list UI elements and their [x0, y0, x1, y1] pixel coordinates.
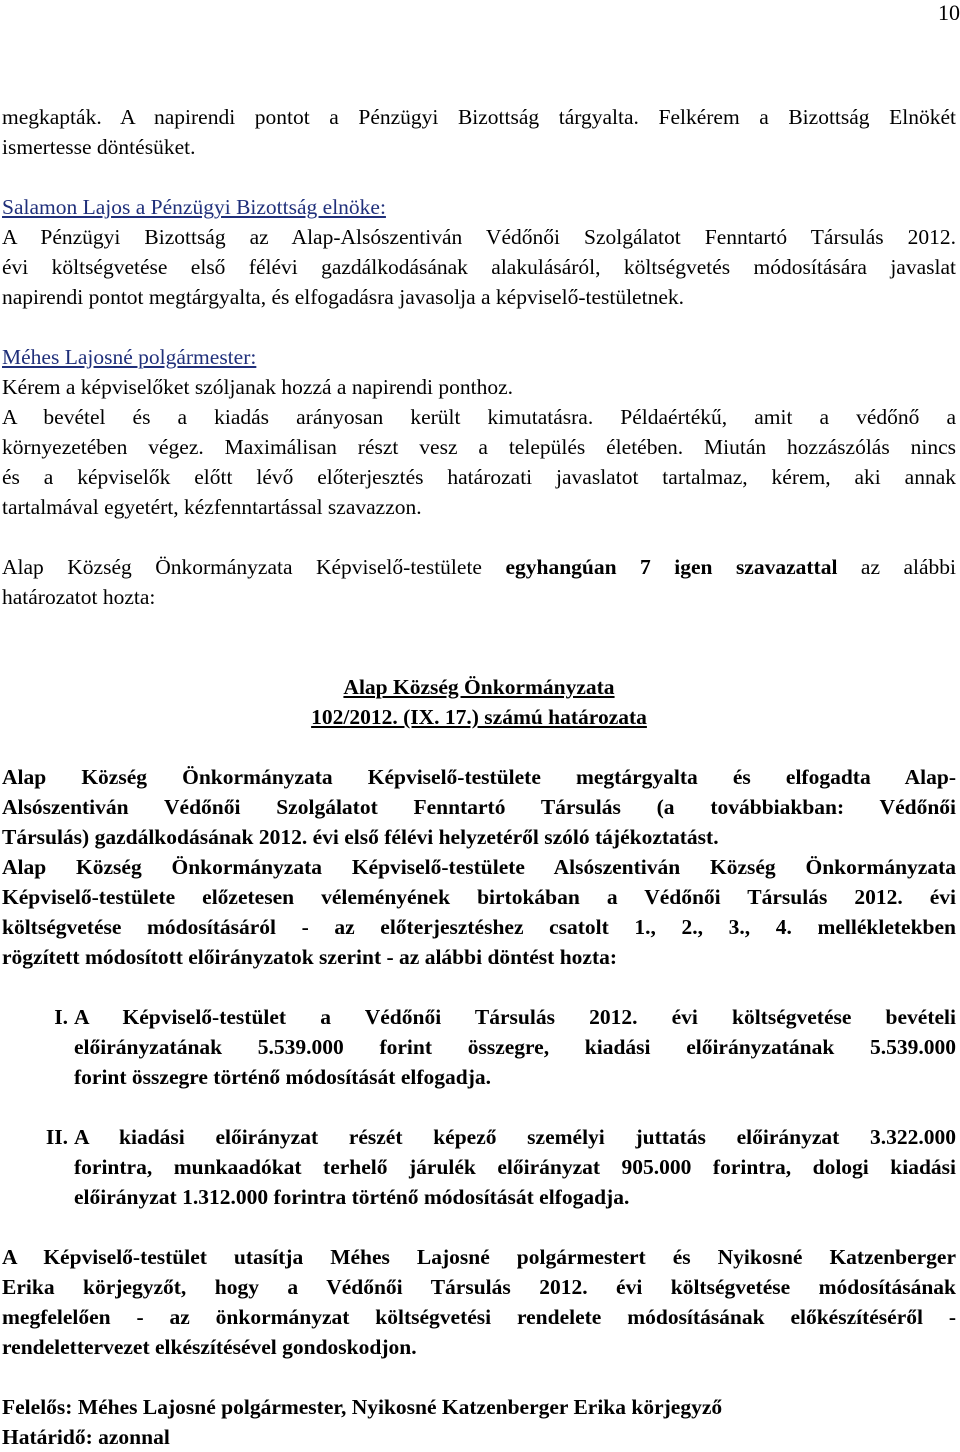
spacer [2, 312, 956, 342]
text-line: Alsószentiván Védőnői Szolgálatot Fenntartó Társulás (a továbbiakban: Védőnői [2, 795, 956, 819]
text-line: tartalmával egyetért, kézfenntartással szavazzon. [2, 495, 422, 519]
text-line: Alap Község Önkormányzata Képviselő-testülete Alsószentiván Község Önkormányzata [2, 855, 956, 879]
spacer [2, 1092, 956, 1122]
page-number: 10 [938, 0, 960, 25]
text-line: A Képviselő-testület a Védőnői Társulás 2012. évi költségvetése bevételi [74, 1005, 956, 1029]
text-line: megfelelően - az önkormányzat költségvetési rendelete módosításának előkészítéséről - [2, 1305, 956, 1329]
spacer [2, 732, 956, 762]
vote-result: egyhangúan 7 igen szavazattal [505, 555, 838, 579]
list-item [2, 1122, 956, 1212]
list-item-text [74, 1002, 956, 1092]
vote-paragraph [2, 552, 956, 612]
spacer [2, 642, 956, 672]
spacer [2, 1362, 956, 1392]
text-line: és a képviselők előtt lévő előterjesztés határozati javaslatot tartalmaz, kérem, aki annak [2, 465, 956, 489]
mehes-section [2, 342, 956, 522]
text-line: A kiadási előirányzat részét képező személyi juttatás előirányzat 3.322.000 [74, 1125, 956, 1149]
salamon-section [2, 192, 956, 312]
text-line: költségvetése módosításáról - az előterjesztéshez csatolt 1., 2., 3., 4. mellékletekben [2, 915, 956, 939]
text-line: ismertesse döntésüket. [2, 135, 196, 159]
text-line: A bevétel és a kiadás arányosan került kimutatásra. Példaértékű, amit a védőnő a [2, 405, 956, 429]
text-line: forint összegre történő módosítását elfogadja. [74, 1065, 491, 1089]
text-line: forintra, munkaadókat terhelő járulék előirányzat 905.000 forintra, dologi kiadási [74, 1155, 956, 1179]
responsible-line: Felelős: Méhes Lajosné polgármester, Nyikosné Katzenberger Erika körjegyző [2, 1395, 723, 1419]
text-line: Erika körjegyzőt, hogy a Védőnői Társulás 2012. évi költségvetése módosításának [2, 1275, 956, 1299]
speaker-heading: Salamon Lajos a Pénzügyi Bizottság elnöke: [2, 195, 386, 219]
text-line: előirányzatának 5.539.000 forint összegre, kiadási előirányzatának 5.539.000 [74, 1035, 956, 1059]
text-line: környezetében végez. Maximálisan részt vesz a település életében. Miután hozzászólás nincs [2, 435, 956, 459]
resolution-paragraph-1 [2, 762, 956, 852]
text-line: Társulás) gazdálkodásának 2012. évi első félévi helyzetéről szóló tájékoztatást. [2, 825, 719, 849]
deadline-line: Határidő: azonnal [2, 1425, 170, 1449]
intro-paragraph [2, 102, 956, 162]
spacer [2, 1212, 956, 1242]
list-item-number: I. [54, 1005, 68, 1029]
vote-line [2, 552, 956, 582]
text-line: A Képviselő-testület utasítja Méhes Lajosné polgármestert és Nyikosné Katzenberger [2, 1245, 956, 1269]
list-item-text [74, 1122, 956, 1212]
text-line: rögzített módosított előirányzatok szerint - az alábbi döntést hozta: [2, 945, 618, 969]
text-line: Kérem a képviselőket szóljanak hozzá a napirendi ponthoz. [2, 375, 514, 399]
text-line: Alap Község Önkormányzata Képviselő-testülete megtárgyalta és elfogadta Alap- [2, 765, 956, 789]
spacer [2, 522, 956, 552]
text-line: A Pénzügyi Bizottság az Alap-Alsószentiván Védőnői Szolgálatot Fenntartó Társulás 2012. [2, 225, 956, 249]
text-line: rendelettervezet elkészítésével gondoskodjon. [2, 1335, 417, 1359]
text-line: megkapták. A napirendi pontot a Pénzügyi Bizottság tárgyalta. Felkérem a Bizottság Elnökét [2, 105, 956, 129]
text-line: előirányzat 1.312.000 forintra történő módosítását elfogadja. [74, 1185, 630, 1209]
responsibility-block [2, 1392, 956, 1452]
spacer [2, 162, 956, 192]
resolution-paragraph-3 [2, 1242, 956, 1362]
list-item-number: II. [45, 1125, 68, 1149]
spacer [2, 972, 956, 1002]
list-item [2, 1002, 956, 1092]
text-line: napirendi pontot megtárgyalta, és elfogadásra javasolja a képviselő-testületnek. [2, 285, 684, 309]
resolution-heading [2, 672, 956, 732]
text-line: Képviselő-testülete előzetesen véleményének birtokában a Védőnői Társulás 2012. évi [2, 885, 956, 909]
text-line: évi költségvetése első félévi gazdálkodásának alakulásáról, költségvetés módosítására javaslat [2, 255, 956, 279]
vote-text: Alap Község Önkormányzata Képviselő-testülete [2, 555, 506, 579]
page-content [2, 102, 956, 1452]
spacer [2, 612, 956, 642]
resolution-paragraph-2 [2, 852, 956, 972]
text-line: határozatot hozta: [2, 585, 156, 609]
speaker-heading: Méhes Lajosné polgármester: [2, 345, 257, 369]
vote-text: az alábbi [837, 555, 956, 579]
resolution-number: 102/2012. (IX. 17.) számú határozata [311, 705, 647, 729]
resolution-title: Alap Község Önkormányzata [343, 675, 615, 699]
